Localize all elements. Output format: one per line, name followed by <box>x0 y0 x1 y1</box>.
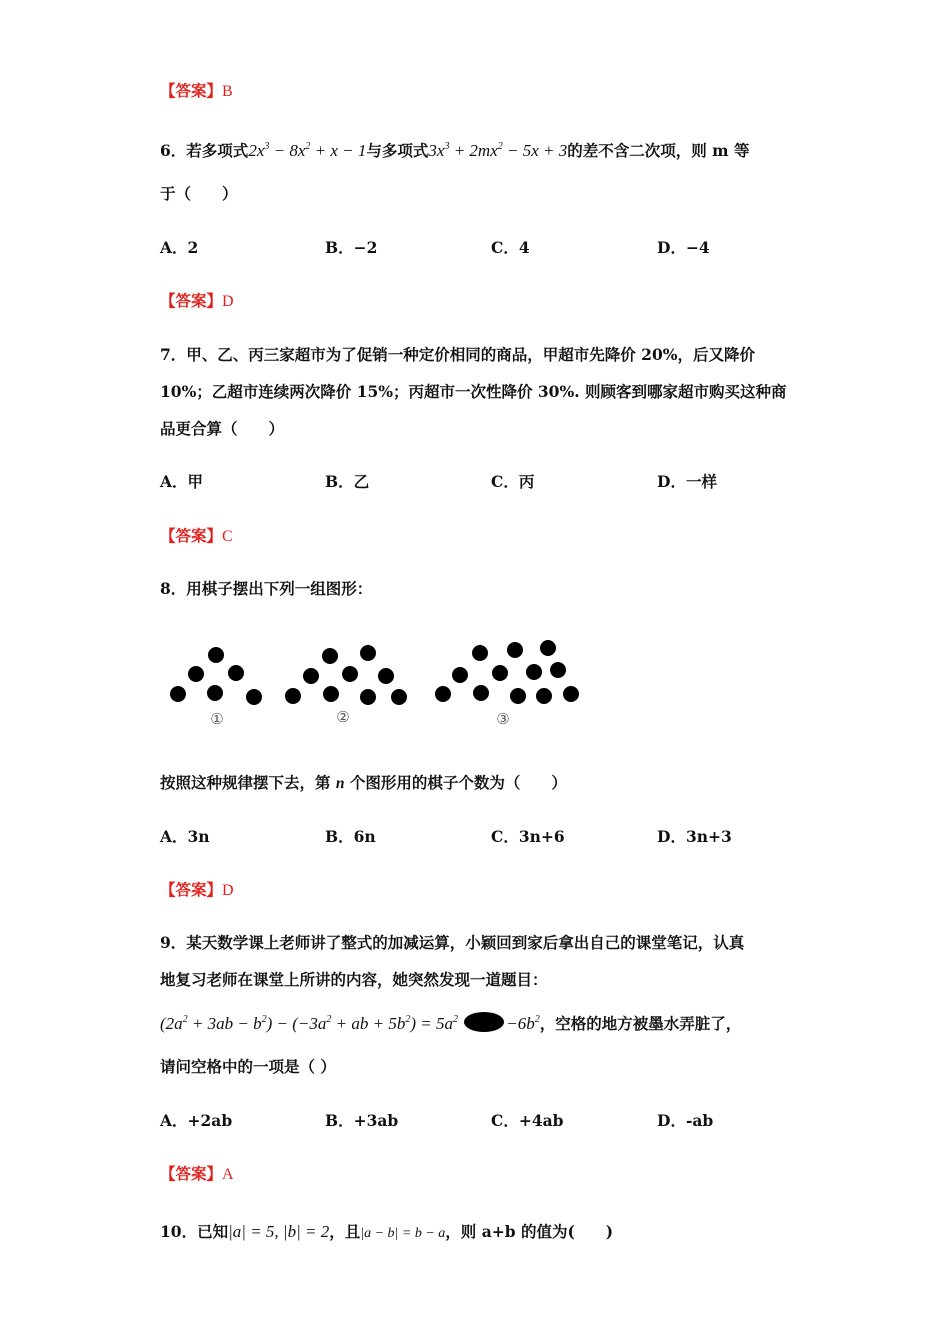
option-d: D．3n+3 <box>657 827 732 846</box>
question-9-line-2: 地复习老师在课堂上所讲的内容，她突然发现一道题目： <box>160 970 548 989</box>
question-8-line-2: 按照这种规律摆下去，第 n 个图形用的棋子个数为（ ） <box>160 773 567 792</box>
question-text: 与多项式 <box>366 141 429 160</box>
chess-piece <box>342 666 358 682</box>
expression: $(2a^2 + 3ab - b^2) - (-3a^2$ + ab + $5b^2) = 5a^2 -6b^2$ <box>160 1014 540 1033</box>
answer-value: A <box>222 1166 234 1183</box>
option-b: B．乙 <box>325 472 370 491</box>
figure-label-3: ③ <box>496 710 510 728</box>
question-7-line-3: 品更合算（ ） <box>160 419 285 438</box>
chess-piece <box>285 688 301 704</box>
question-9-line-1: 9．某天数学课上老师讲了整式的加减运算，小颖回到家后拿出自己的课堂笔记，认真 <box>160 933 745 952</box>
chess-piece <box>540 640 556 656</box>
figure-label-1: ① <box>210 710 224 728</box>
answer-5 <box>160 80 233 103</box>
chess-piece <box>492 665 508 681</box>
question-text: 若多项式 <box>186 141 249 160</box>
option-a: A．3n <box>160 827 210 846</box>
option-a: A．2 <box>160 238 199 257</box>
answer-tag: 【答案】 <box>160 880 223 899</box>
answer-value: C <box>222 528 233 545</box>
chess-piece <box>510 688 526 704</box>
chess-piece <box>472 645 488 661</box>
question-6-line-1 <box>160 140 749 162</box>
question-7-line-2: 10%；乙超市连续两次降价 15%；丙超市一次性降价 30%. 则顾客到哪家超市购买这种商 <box>160 382 787 401</box>
chess-piece <box>322 648 338 664</box>
chess-piece <box>207 685 223 701</box>
option-b: B．6n <box>325 827 376 846</box>
option-c: C．+4ab <box>491 1111 564 1130</box>
option-a: A．甲 <box>160 472 204 491</box>
chess-piece <box>188 666 204 682</box>
answer-6 <box>160 290 234 313</box>
answer-tag: 【答案】 <box>160 81 223 100</box>
answer-9 <box>160 1163 234 1186</box>
chess-piece <box>550 662 566 678</box>
option-d: D．一样 <box>657 472 717 491</box>
chess-pieces-figure <box>160 632 600 732</box>
ink-blot <box>464 1012 504 1032</box>
option-d: D．−4 <box>657 238 710 257</box>
answer-tag: 【答案】 <box>160 291 223 310</box>
chess-piece <box>323 686 339 702</box>
question-text: ，空格的地方被墨水弄脏了， <box>539 1014 742 1033</box>
answer-tag: 【答案】 <box>160 526 223 545</box>
answer-value: D <box>222 293 234 310</box>
condition-1: |a| = 5, |b| = 2 <box>228 1222 330 1241</box>
question-9-line-4: 请问空格中的一项是（ ） <box>160 1057 336 1076</box>
chess-piece <box>378 668 394 684</box>
answer-8 <box>160 879 234 902</box>
question-8-line-1: 8．用棋子摆出下列一组图形： <box>160 579 373 598</box>
option-b: B．−2 <box>325 238 378 257</box>
figure-label-2: ② <box>336 708 350 726</box>
question-number: 6． <box>160 141 187 160</box>
option-c: C．3n+6 <box>491 827 565 846</box>
option-c: C．4 <box>491 238 530 257</box>
question-9-line-3 <box>160 1012 741 1035</box>
variable-n: n <box>335 775 345 792</box>
question-number: 10． <box>160 1222 198 1241</box>
chess-piece <box>526 664 542 680</box>
chess-piece <box>435 686 451 702</box>
option-c: C．丙 <box>491 472 535 491</box>
answer-value: D <box>222 882 234 899</box>
question-10-line-1: 10．已知|a| = 5, |b| = 2，且|a − b| = b − a，则 a+b 的值为( ) <box>160 1222 614 1241</box>
condition-2: |a − b| = b − a <box>360 1226 446 1241</box>
question-6-line-2: 于（ ） <box>160 184 238 203</box>
chess-piece <box>563 686 579 702</box>
chess-piece <box>208 647 224 663</box>
chess-piece <box>536 688 552 704</box>
option-d: D．-ab <box>657 1111 714 1130</box>
answer-value: B <box>222 83 233 100</box>
polynomial-2: $3x^3 + 2mx^2 - 5x + 3$ <box>428 141 568 160</box>
chess-piece <box>391 689 407 705</box>
answer-7 <box>160 525 233 548</box>
chess-piece <box>452 667 468 683</box>
answer-tag: 【答案】 <box>160 1164 223 1183</box>
question-text: 的差不含二次项，则 m 等 <box>567 141 750 160</box>
chess-piece <box>473 685 489 701</box>
chess-piece <box>360 689 376 705</box>
chess-piece <box>360 645 376 661</box>
chess-piece <box>246 689 262 705</box>
chess-piece <box>170 686 186 702</box>
option-a: A．+2ab <box>160 1111 233 1130</box>
chess-piece <box>228 665 244 681</box>
polynomial-1: $2x^3 - 8x^2 + x - 1$ <box>248 141 367 160</box>
chess-piece <box>507 642 523 658</box>
chess-piece <box>303 668 319 684</box>
option-b: B．+3ab <box>325 1111 399 1130</box>
question-7-line-1: 7．甲、乙、丙三家超市为了促销一种定价相同的商品，甲超市先降价 20%，后又降价 <box>160 345 755 364</box>
